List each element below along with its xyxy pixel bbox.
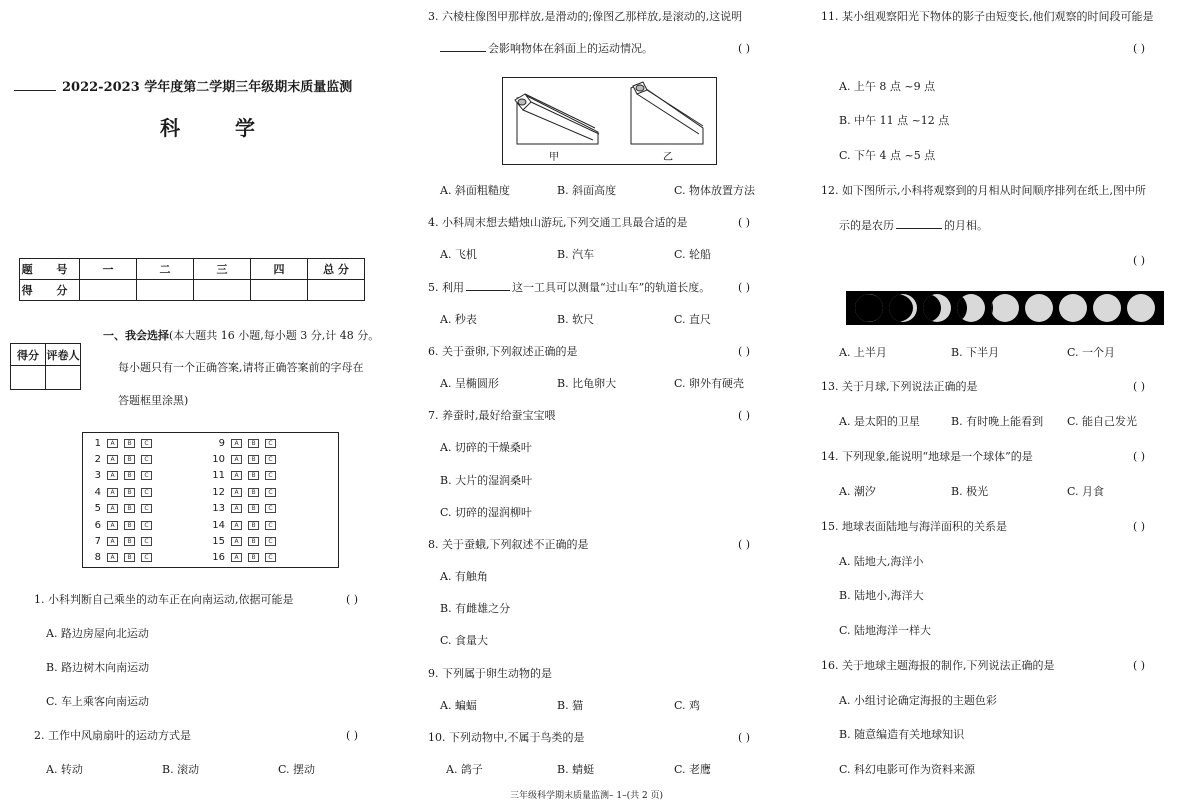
option-a: A. 上午 8 点 ~9 点 xyxy=(839,80,936,93)
moon-phase-icon xyxy=(991,294,1019,322)
answer-row xyxy=(207,437,282,449)
answer-bubble[interactable]: B xyxy=(248,471,259,480)
answer-bubble[interactable]: C xyxy=(141,504,152,513)
answer-bubble[interactable]: C xyxy=(141,471,152,480)
option-b: B. 滚动 xyxy=(162,763,200,776)
question-5-stem xyxy=(428,281,710,295)
option-c: C. 车上乘客向南运动 xyxy=(46,695,150,708)
option-c: C. 科幻电影可作为资料来源 xyxy=(839,763,976,776)
option-a: A. 切碎的干燥桑叶 xyxy=(440,441,532,454)
question-7-stem: 7. 养蚕时,最好给蚕宝宝喂 xyxy=(428,409,556,422)
option-c: C. 能自己发光 xyxy=(1067,415,1138,428)
answer-bubble[interactable]: C xyxy=(265,439,276,448)
question-5-stem-end: 这一工具可以测量“过山车”的轨道长度。 xyxy=(512,281,711,294)
answer-bubble[interactable]: C xyxy=(141,521,152,530)
grader-table xyxy=(10,343,81,390)
answer-bubble[interactable]: B xyxy=(248,504,259,513)
answer-bubble[interactable]: B xyxy=(124,521,135,530)
moon-phase-strip xyxy=(846,291,1164,325)
answer-row-number: 12 xyxy=(212,486,225,498)
score-row-label: 得 分 xyxy=(20,280,80,301)
answer-bubble[interactable]: B xyxy=(124,537,135,546)
answer-bubble[interactable]: A xyxy=(107,521,118,530)
score-header-cell: 四 xyxy=(251,259,308,280)
answer-parentheses[interactable]: ( ) xyxy=(738,216,751,229)
fill-blank[interactable] xyxy=(440,51,486,52)
answer-row xyxy=(83,503,158,515)
question-12-stem-start: 示的是农历 xyxy=(839,219,894,232)
option-b: B. 下半月 xyxy=(951,346,1000,359)
question-6-stem: 6. 关于蚕卵,下列叙述正确的是 xyxy=(428,345,578,358)
answer-bubble[interactable]: A xyxy=(231,537,242,546)
question-15-stem: 15. 地球表面陆地与海洋面积的关系是 xyxy=(821,520,1007,533)
section-heading xyxy=(103,329,379,343)
option-a: A. 呈椭圆形 xyxy=(440,377,499,390)
score-cell[interactable] xyxy=(251,280,308,301)
answer-bubble[interactable]: C xyxy=(141,488,152,497)
score-header-cell: 一 xyxy=(80,259,137,280)
answer-row xyxy=(207,486,282,498)
question-3-stem: 3. 六棱柱像图甲那样放,是滑动的;像图乙那样放,是滚动的,这说明 xyxy=(428,10,743,23)
option-c: C. 月食 xyxy=(1067,485,1105,498)
score-header-cell: 三 xyxy=(194,259,251,280)
score-cell[interactable] xyxy=(80,280,137,301)
option-a: A. 有触角 xyxy=(440,570,488,583)
option-c: C. 老鹰 xyxy=(674,763,712,776)
answer-bubble[interactable]: B xyxy=(248,553,259,562)
answer-bubble[interactable]: A xyxy=(231,504,242,513)
column-left xyxy=(0,0,400,790)
question-12-stem: 12. 如下图所示,小科将观察到的月相从时间顺序排列在纸上,图中所 xyxy=(821,184,1146,197)
option-b: B. 软尺 xyxy=(557,313,595,326)
answer-parentheses[interactable]: ( ) xyxy=(346,729,359,742)
answer-bubble[interactable]: B xyxy=(248,521,259,530)
answer-row-number: 14 xyxy=(212,519,225,531)
answer-row-number: 16 xyxy=(212,552,225,564)
question-8-stem: 8. 关于蚕蛾,下列叙述不正确的是 xyxy=(428,538,589,551)
score-header-cell: 二 xyxy=(137,259,194,280)
option-b: B. 汽车 xyxy=(557,248,595,261)
option-a: A. 斜面粗糙度 xyxy=(440,184,510,197)
incline-figure xyxy=(502,77,717,165)
subject-title: 科 学 xyxy=(160,116,279,140)
moon-phase-icon xyxy=(923,294,951,322)
option-c: C. 一个月 xyxy=(1067,346,1116,359)
answer-bubble[interactable]: B xyxy=(124,504,135,513)
fill-blank[interactable] xyxy=(466,290,510,291)
answer-row-number: 2 xyxy=(94,453,101,465)
question-11-stem: 11. 某小组观察阳光下物体的影子由短变长,他们观察的时间段可能是 xyxy=(821,10,1154,23)
score-cell[interactable] xyxy=(194,280,251,301)
answer-bubble[interactable]: A xyxy=(107,471,118,480)
moon-phase-icon xyxy=(1093,294,1121,322)
answer-bubble[interactable]: B xyxy=(124,553,135,562)
option-c: C. 直尺 xyxy=(674,313,712,326)
answer-parentheses[interactable]: ( ) xyxy=(1133,42,1146,55)
answer-row-number: 1 xyxy=(94,437,101,449)
answer-bubble[interactable]: C xyxy=(141,537,152,546)
moon-phase-icon xyxy=(1127,294,1155,322)
option-c: C. 食量大 xyxy=(440,634,489,647)
answer-bubble[interactable]: C xyxy=(265,553,276,562)
question-3-stem-text: 会影响物体在斜面上的运动情况。 xyxy=(488,42,653,55)
option-a: A. 鸽子 xyxy=(446,763,483,776)
answer-parentheses[interactable]: ( ) xyxy=(1133,380,1146,393)
figure-label-b: 乙 xyxy=(663,152,673,163)
answer-row-number: 13 xyxy=(212,503,225,515)
option-a: A. 上半月 xyxy=(839,346,887,359)
grader-name-label: 评卷人 xyxy=(46,344,81,366)
answer-bubble[interactable]: C xyxy=(141,439,152,448)
answer-bubble[interactable]: A xyxy=(231,455,242,464)
answer-row-number: 9 xyxy=(218,437,225,449)
answer-bubble[interactable]: A xyxy=(107,488,118,497)
answer-bubble[interactable]: B xyxy=(248,455,259,464)
score-cell[interactable] xyxy=(137,280,194,301)
answer-bubble[interactable]: B xyxy=(124,471,135,480)
answer-row-number: 11 xyxy=(212,470,225,482)
option-a: A. 潮汐 xyxy=(839,485,876,498)
answer-parentheses[interactable]: ( ) xyxy=(738,409,751,422)
question-9-stem: 9. 下列属于卵生动物的是 xyxy=(428,667,552,680)
option-b: B. 大片的湿润桑叶 xyxy=(440,474,533,487)
answer-row-number: 5 xyxy=(94,503,101,515)
answer-row xyxy=(83,486,158,498)
figure-label-a: 甲 xyxy=(549,152,559,163)
answer-parentheses[interactable]: ( ) xyxy=(738,731,751,744)
section-heading-rest: (本大题共 16 小题,每小题 3 分,计 48 分。 xyxy=(169,329,380,342)
question-10-stem: 10. 下列动物中,不属于鸟类的是 xyxy=(428,731,585,744)
answer-bubble[interactable]: C xyxy=(265,537,276,546)
score-cell[interactable] xyxy=(308,280,365,301)
section-instruction-line: 答题框里涂黑) xyxy=(118,394,189,407)
answer-bubble[interactable]: A xyxy=(231,521,242,530)
option-b: B. 比龟卵大 xyxy=(557,377,617,390)
answer-row xyxy=(207,535,282,547)
answer-row xyxy=(207,503,282,515)
question-14-stem: 14. 下列现象,能说明“地球是一个球体”的是 xyxy=(821,450,1033,463)
fill-blank[interactable] xyxy=(896,228,942,229)
question-12-stem-end: 的月相。 xyxy=(944,219,988,232)
option-b: B. 极光 xyxy=(951,485,989,498)
answer-parentheses[interactable]: ( ) xyxy=(346,593,359,606)
option-a: A. 秒表 xyxy=(440,313,477,326)
answer-row-number: 15 xyxy=(212,535,225,547)
answer-row-number: 10 xyxy=(212,453,225,465)
answer-bubble[interactable]: A xyxy=(231,471,242,480)
option-c: C. 摆动 xyxy=(278,763,316,776)
answer-parentheses[interactable]: ( ) xyxy=(738,538,751,551)
option-a: A. 小组讨论确定海报的主题色彩 xyxy=(839,694,997,707)
moon-phase-icon xyxy=(889,294,917,322)
answer-parentheses[interactable]: ( ) xyxy=(1133,659,1146,672)
option-b: B. 猫 xyxy=(557,699,584,712)
option-c: C. 轮船 xyxy=(674,248,712,261)
question-3-stem-line2 xyxy=(440,42,653,56)
grader-score-cell[interactable] xyxy=(11,366,46,390)
answer-bubble[interactable]: B xyxy=(124,488,135,497)
option-a: A. 陆地大,海洋小 xyxy=(839,555,924,568)
answer-bubble[interactable]: B xyxy=(248,488,259,497)
moon-phase-icon xyxy=(855,294,883,322)
option-c: C. 陆地海洋一样大 xyxy=(839,624,932,637)
option-b: B. 蜻蜓 xyxy=(557,763,595,776)
option-c: C. 切碎的湿润柳叶 xyxy=(440,506,533,519)
option-b: B. 有时晚上能看到 xyxy=(951,415,1044,428)
moon-phase-icon xyxy=(1025,294,1053,322)
answer-bubble[interactable]: A xyxy=(231,488,242,497)
exam-title xyxy=(14,76,352,95)
option-b: B. 斜面高度 xyxy=(557,184,617,197)
answer-row xyxy=(83,552,158,564)
school-blank[interactable] xyxy=(14,90,56,91)
option-b: B. 路边树木向南运动 xyxy=(46,661,150,674)
question-16-stem: 16. 关于地球主题海报的制作,下列说法正确的是 xyxy=(821,659,1055,672)
answer-parentheses[interactable]: ( ) xyxy=(1133,520,1146,533)
answer-bubble[interactable]: A xyxy=(107,439,118,448)
answer-bubble[interactable]: C xyxy=(265,521,276,530)
option-a: A. 转动 xyxy=(46,763,83,776)
option-b: B. 随意编造有关地球知识 xyxy=(839,728,965,741)
option-c: C. 鸡 xyxy=(674,699,701,712)
answer-bubble[interactable]: B xyxy=(248,439,259,448)
answer-parentheses[interactable]: ( ) xyxy=(738,281,751,294)
answer-row xyxy=(83,437,158,449)
answer-sheet-grid xyxy=(82,432,339,568)
answer-bubble[interactable]: A xyxy=(231,439,242,448)
answer-parentheses[interactable]: ( ) xyxy=(1133,254,1146,267)
answer-row-number: 6 xyxy=(94,519,101,531)
answer-bubble[interactable]: C xyxy=(265,471,276,480)
answer-bubble[interactable]: C xyxy=(141,455,152,464)
question-5-stem-start: 5. 利用 xyxy=(428,281,464,294)
option-b: B. 有雌雄之分 xyxy=(440,602,511,615)
answer-parentheses[interactable]: ( ) xyxy=(1133,450,1146,463)
answer-row-number: 3 xyxy=(94,470,101,482)
score-table xyxy=(19,258,365,301)
option-a: A. 飞机 xyxy=(440,248,477,261)
option-b: B. 中午 11 点 ~12 点 xyxy=(839,114,950,127)
option-a: A. 是太阳的卫星 xyxy=(839,415,920,428)
question-4-stem: 4. 小科周末想去蜡烛山游玩,下列交通工具最合适的是 xyxy=(428,216,688,229)
answer-row xyxy=(83,519,158,531)
option-c: C. 物体放置方法 xyxy=(674,184,756,197)
answer-row xyxy=(207,470,282,482)
option-c: C. 下午 4 点 ~5 点 xyxy=(839,149,936,162)
option-b: B. 陆地小,海洋大 xyxy=(839,589,924,602)
option-a: A. 路边房屋向北运动 xyxy=(46,627,149,640)
section-instruction-line: 每小题只有一个正确答案,请将正确答案前的字母在 xyxy=(118,361,364,374)
answer-bubble[interactable]: A xyxy=(107,504,118,513)
answer-bubble[interactable]: A xyxy=(231,553,242,562)
answer-bubble[interactable]: C xyxy=(141,553,152,562)
exam-title-text: 2022-2023 学年度第二学期三年级期末质量监测 xyxy=(62,80,353,95)
answer-parentheses[interactable]: ( ) xyxy=(738,345,751,358)
answer-row xyxy=(83,470,158,482)
answer-bubble[interactable]: B xyxy=(124,455,135,464)
answer-bubble[interactable]: A xyxy=(107,537,118,546)
answer-row-number: 8 xyxy=(94,552,101,564)
question-1-stem: 1. 小科判断自己乘坐的动车正在向南运动,依据可能是 xyxy=(34,593,294,606)
answer-row-number: 7 xyxy=(94,535,101,547)
grader-score-label: 得分 xyxy=(11,344,46,366)
answer-bubble[interactable]: C xyxy=(265,504,276,513)
question-2-stem: 2. 工作中风扇扇叶的运动方式是 xyxy=(34,729,191,742)
answer-row xyxy=(207,552,282,564)
answer-bubble[interactable]: A xyxy=(107,455,118,464)
answer-bubble[interactable]: A xyxy=(107,553,118,562)
grader-name-cell[interactable] xyxy=(46,366,81,390)
column-right xyxy=(815,0,1195,790)
answer-bubble[interactable]: C xyxy=(265,488,276,497)
section-heading-title: 一、我会选择 xyxy=(103,329,169,342)
answer-row xyxy=(83,453,158,465)
answer-row xyxy=(207,519,282,531)
answer-bubble[interactable]: B xyxy=(124,439,135,448)
column-middle xyxy=(420,0,800,790)
score-header-cell: 题 号 xyxy=(20,259,80,280)
answer-bubble[interactable]: C xyxy=(265,455,276,464)
incline-prism-illustration xyxy=(503,78,718,166)
option-c: C. 卵外有硬壳 xyxy=(674,377,745,390)
moon-phase-icon xyxy=(1059,294,1087,322)
answer-row xyxy=(207,453,282,465)
answer-row xyxy=(83,535,158,547)
answer-bubble[interactable]: B xyxy=(248,537,259,546)
question-13-stem: 13. 关于月球,下列说法正确的是 xyxy=(821,380,978,393)
question-12-stem-line2 xyxy=(839,219,988,233)
page-footer: 三年级科学期末质量监测– 1–(共 2 页) xyxy=(510,791,664,801)
option-a: A. 蝙蝠 xyxy=(440,699,477,712)
answer-parentheses[interactable]: ( ) xyxy=(738,42,751,55)
score-header-cell: 总 分 xyxy=(308,259,365,280)
answer-row-number: 4 xyxy=(94,486,101,498)
moon-phase-icon xyxy=(957,294,985,322)
